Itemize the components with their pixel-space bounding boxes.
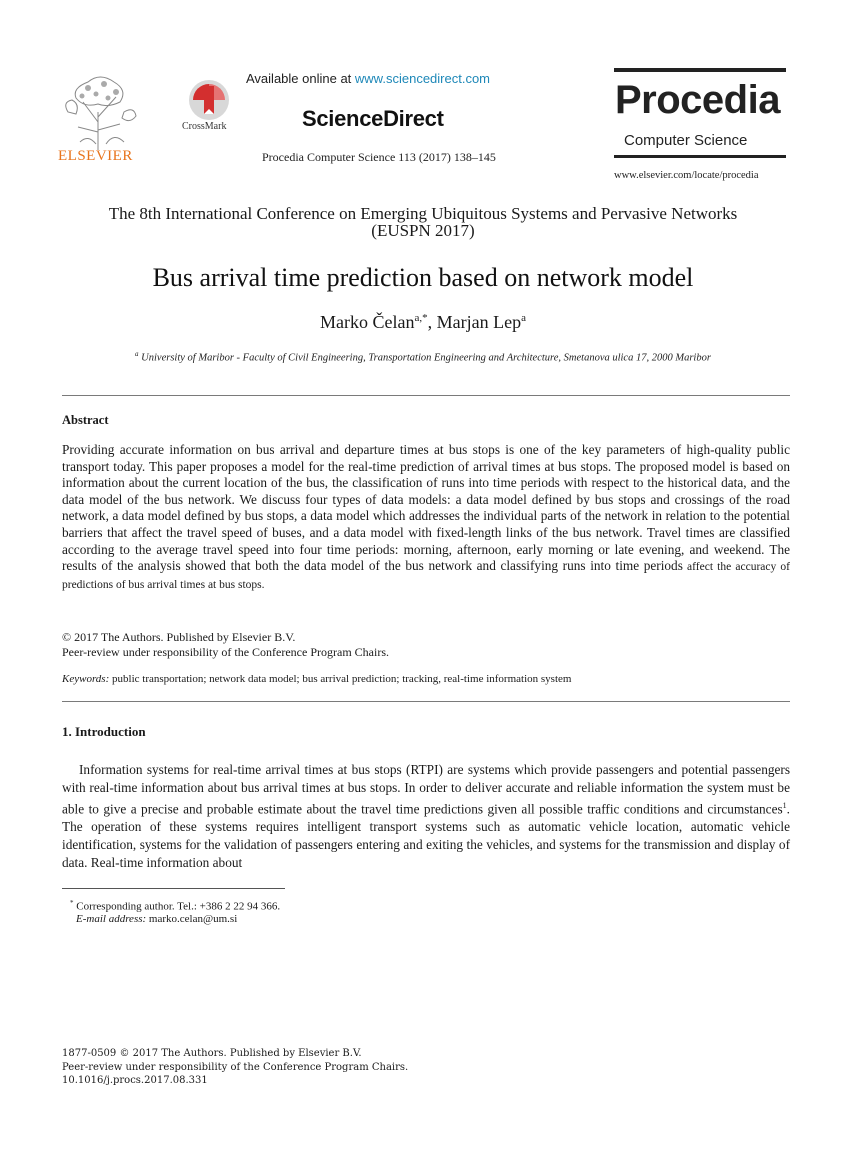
abstract-heading: Abstract [62,413,109,427]
author-separator: , [427,312,437,332]
keywords-label: Keywords: [62,673,110,685]
conference-line-2: (EUSPN 2017) [371,221,475,240]
sciencedirect-link[interactable]: www.sciencedirect.com [354,71,491,86]
author-2-affil-mark: a [521,312,526,324]
keywords-list: public transportation; network data model; bus arrival prediction; tracking, real-time information system [109,673,572,685]
section-heading-introduction: 1. Introduction [62,724,146,739]
footnote-rule [62,888,285,889]
conference-name [60,205,786,239]
abstract-bottom-rule [62,701,790,702]
introduction-text-a: Information systems for real-time arrival times at bus stops (RTPI) are systems which provide passengers and potential passengers with real-time information about bus arrival times at bus stops. In order to deliver accurate and reliable information the system must be able to give a precise and probable estimate about the travel time predictions given all possible traffic conditions and circumstances [62,762,790,817]
paper-title: Bus arrival time prediction based on network model [152,263,694,292]
introduction-paragraph [62,761,790,872]
abstract-text-main: Providing accurate information on bus arrival and departure times at bus stops is one of the key parameters of high-quality public transport today. This paper proposes a model for the real-time prediction of arrival times at bus stops. The proposed model is based on information about the current location of the bus, the classification of runs into time periods with respect to the historical data, and the data model of the bus network. We discuss four types of data models: a data model defined by bus stops and crossings of the road network, a data model defined by bus stops, a data model which addresses the individual parts of the network in relation to the potential barriers that affect the travel speed of buses, and a data model with fixed-length links of the bus network. Travel times are classified according to the average travel speed into four time periods: morning, afternoon, early morning or late evening, and weekend. The results of the analysis showed that both the data model of the bus network and classifying runs into time periods [62,442,790,574]
journal-reference: Procedia Computer Science 113 (2017) 138–145 [262,150,496,164]
author-1: Marko Čelan [320,312,415,332]
abstract-copyright-block [62,630,389,660]
footnote-corresponding-text: Corresponding author. Tel.: +386 2 22 94 366. [73,900,281,913]
abstract-text-end: affect the accuracy of predictions of bus arrival times at bus stops. [62,561,790,591]
footnote-star: * [70,899,74,907]
affiliation-mark: a [135,350,139,358]
affiliation-text: University of Maribor - Faculty of Civil Engineering, Transportation Engineering and Architecture, Smetanova ulica 17, 2000 Maribor [141,352,711,364]
abstract-peer-review: Peer-review under responsibility of the Conference Program Chairs. [62,645,389,659]
affiliation [60,350,786,364]
available-online-line [246,71,490,86]
reference-mark[interactable]: 1 [782,801,787,810]
keywords [62,673,571,685]
footnote-email-label: E-mail address: [76,913,147,925]
abstract-body [62,442,790,593]
bottom-publication-info [62,1047,408,1088]
conference-line-1: The 8th International Conference on Emerging Ubiquitous Systems and Pervasive Networks [108,204,738,223]
author-2: Marjan Lep [436,312,522,332]
footnote-corresponding [70,899,280,913]
crossmark-label: CrossMark [182,121,227,132]
footnote-email-address[interactable]: marko.celan@um.si [146,913,238,925]
journal-logo-subtitle: Computer Science [624,132,748,149]
available-online-text: Available online at [246,71,355,86]
journal-logo-bottom-rule [614,155,786,158]
bottom-peer-review: Peer-review under responsibility of the Conference Program Chairs. [62,1061,409,1073]
abstract-top-rule [62,395,790,396]
sciencedirect-brand: ScienceDirect [302,106,444,131]
publisher-name: ELSEVIER [58,148,133,164]
issn-line: 1877-0509 © 2017 The Authors. Published by Elsevier B.V. [62,1048,362,1059]
footnote-email [76,913,237,925]
doi-line[interactable]: 10.1016/j.procs.2017.08.331 [62,1075,208,1086]
journal-logo-top-rule [614,68,786,72]
journal-logo-title: Procedia [615,78,780,122]
author-1-affil-mark: a,* [414,312,428,324]
abstract-copyright: © 2017 The Authors. Published by Elsevier B.V. [62,630,296,644]
introduction-text-b: . The operation of these systems requires intelligent transport systems such as automatic vehicle location, automatic vehicle identification, systems for the validation of passengers entering and exiting the vehicles, and systems for the transmission and display of data. Real-time information about [62,801,790,871]
author-list [60,312,786,333]
journal-url[interactable]: www.elsevier.com/locate/procedia [614,170,759,181]
